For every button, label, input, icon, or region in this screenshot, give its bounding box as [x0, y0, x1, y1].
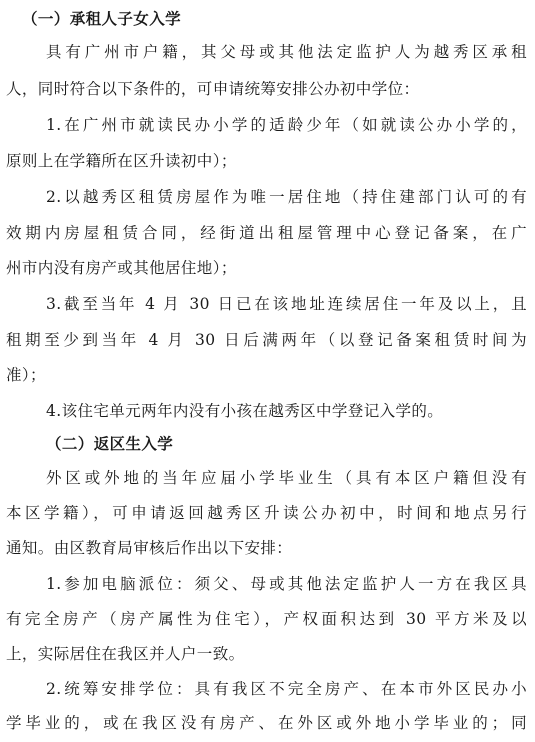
paragraph-line: 效期内房屋租赁合同，经街道出租屋管理中心登记备案，在广	[6, 224, 527, 242]
paragraph-line: 1.参加电脑派位：须父、母或其他法定监护人一方在我区具	[46, 575, 527, 593]
paragraph-line: 4.该住宅单元两年内没有小孩在越秀区中学登记入学的。	[46, 402, 444, 420]
paragraph-line: 租期至少到当年 4 月 30 日后满两年（以登记备案租赁时间为	[6, 331, 527, 349]
paragraph-line: 原则上在学籍所在区升读初中）；	[6, 152, 237, 170]
paragraph-line: 有完全房产（房产属性为住宅），产权面积达到 30 平方米及以	[6, 610, 527, 628]
paragraph-line: 外区或外地的当年应届小学毕业生（具有本区户籍但没有	[46, 469, 527, 487]
paragraph-line: 人，同时符合以下条件的，可申请统筹安排公办初中学位：	[6, 80, 420, 98]
paragraph-line: 本区学籍），可申请返回越秀区升读公办初中，时间和地点另行	[6, 504, 527, 522]
paragraph-line: 1.在广州市就读民办小学的适龄少年（如就读公办小学的，	[46, 116, 527, 134]
paragraph-line: 上，实际居住在我区并人户一致。	[6, 645, 245, 663]
paragraph-line: 通知。由区教育局审核后作出以下安排：	[6, 539, 293, 557]
paragraph-line: 2.统筹安排学位：具有我区不完全房产、在本市外区民办小	[46, 680, 527, 698]
paragraph-line: 州市内没有房产或其他居住地）；	[6, 259, 237, 277]
paragraph-line: 准）；	[6, 366, 46, 384]
paragraph-line: 2.以越秀区租赁房屋作为唯一居住地（持住建部门认可的有	[46, 188, 527, 206]
paragraph-line: 具有广州市户籍，其父母或其他法定监护人为越秀区承租	[46, 43, 527, 61]
paragraph-line: 3.截至当年 4 月 30 日已在该地址连续居住一年及以上，且	[46, 295, 527, 313]
section-heading-tenant-children: （一）承租人子女入学	[22, 9, 182, 28]
paragraph-line: 学毕业的，或在我区没有房产、在外区或外地小学毕业的；同	[6, 714, 527, 732]
section-heading-returning-students: （二）返区生入学	[46, 434, 174, 453]
